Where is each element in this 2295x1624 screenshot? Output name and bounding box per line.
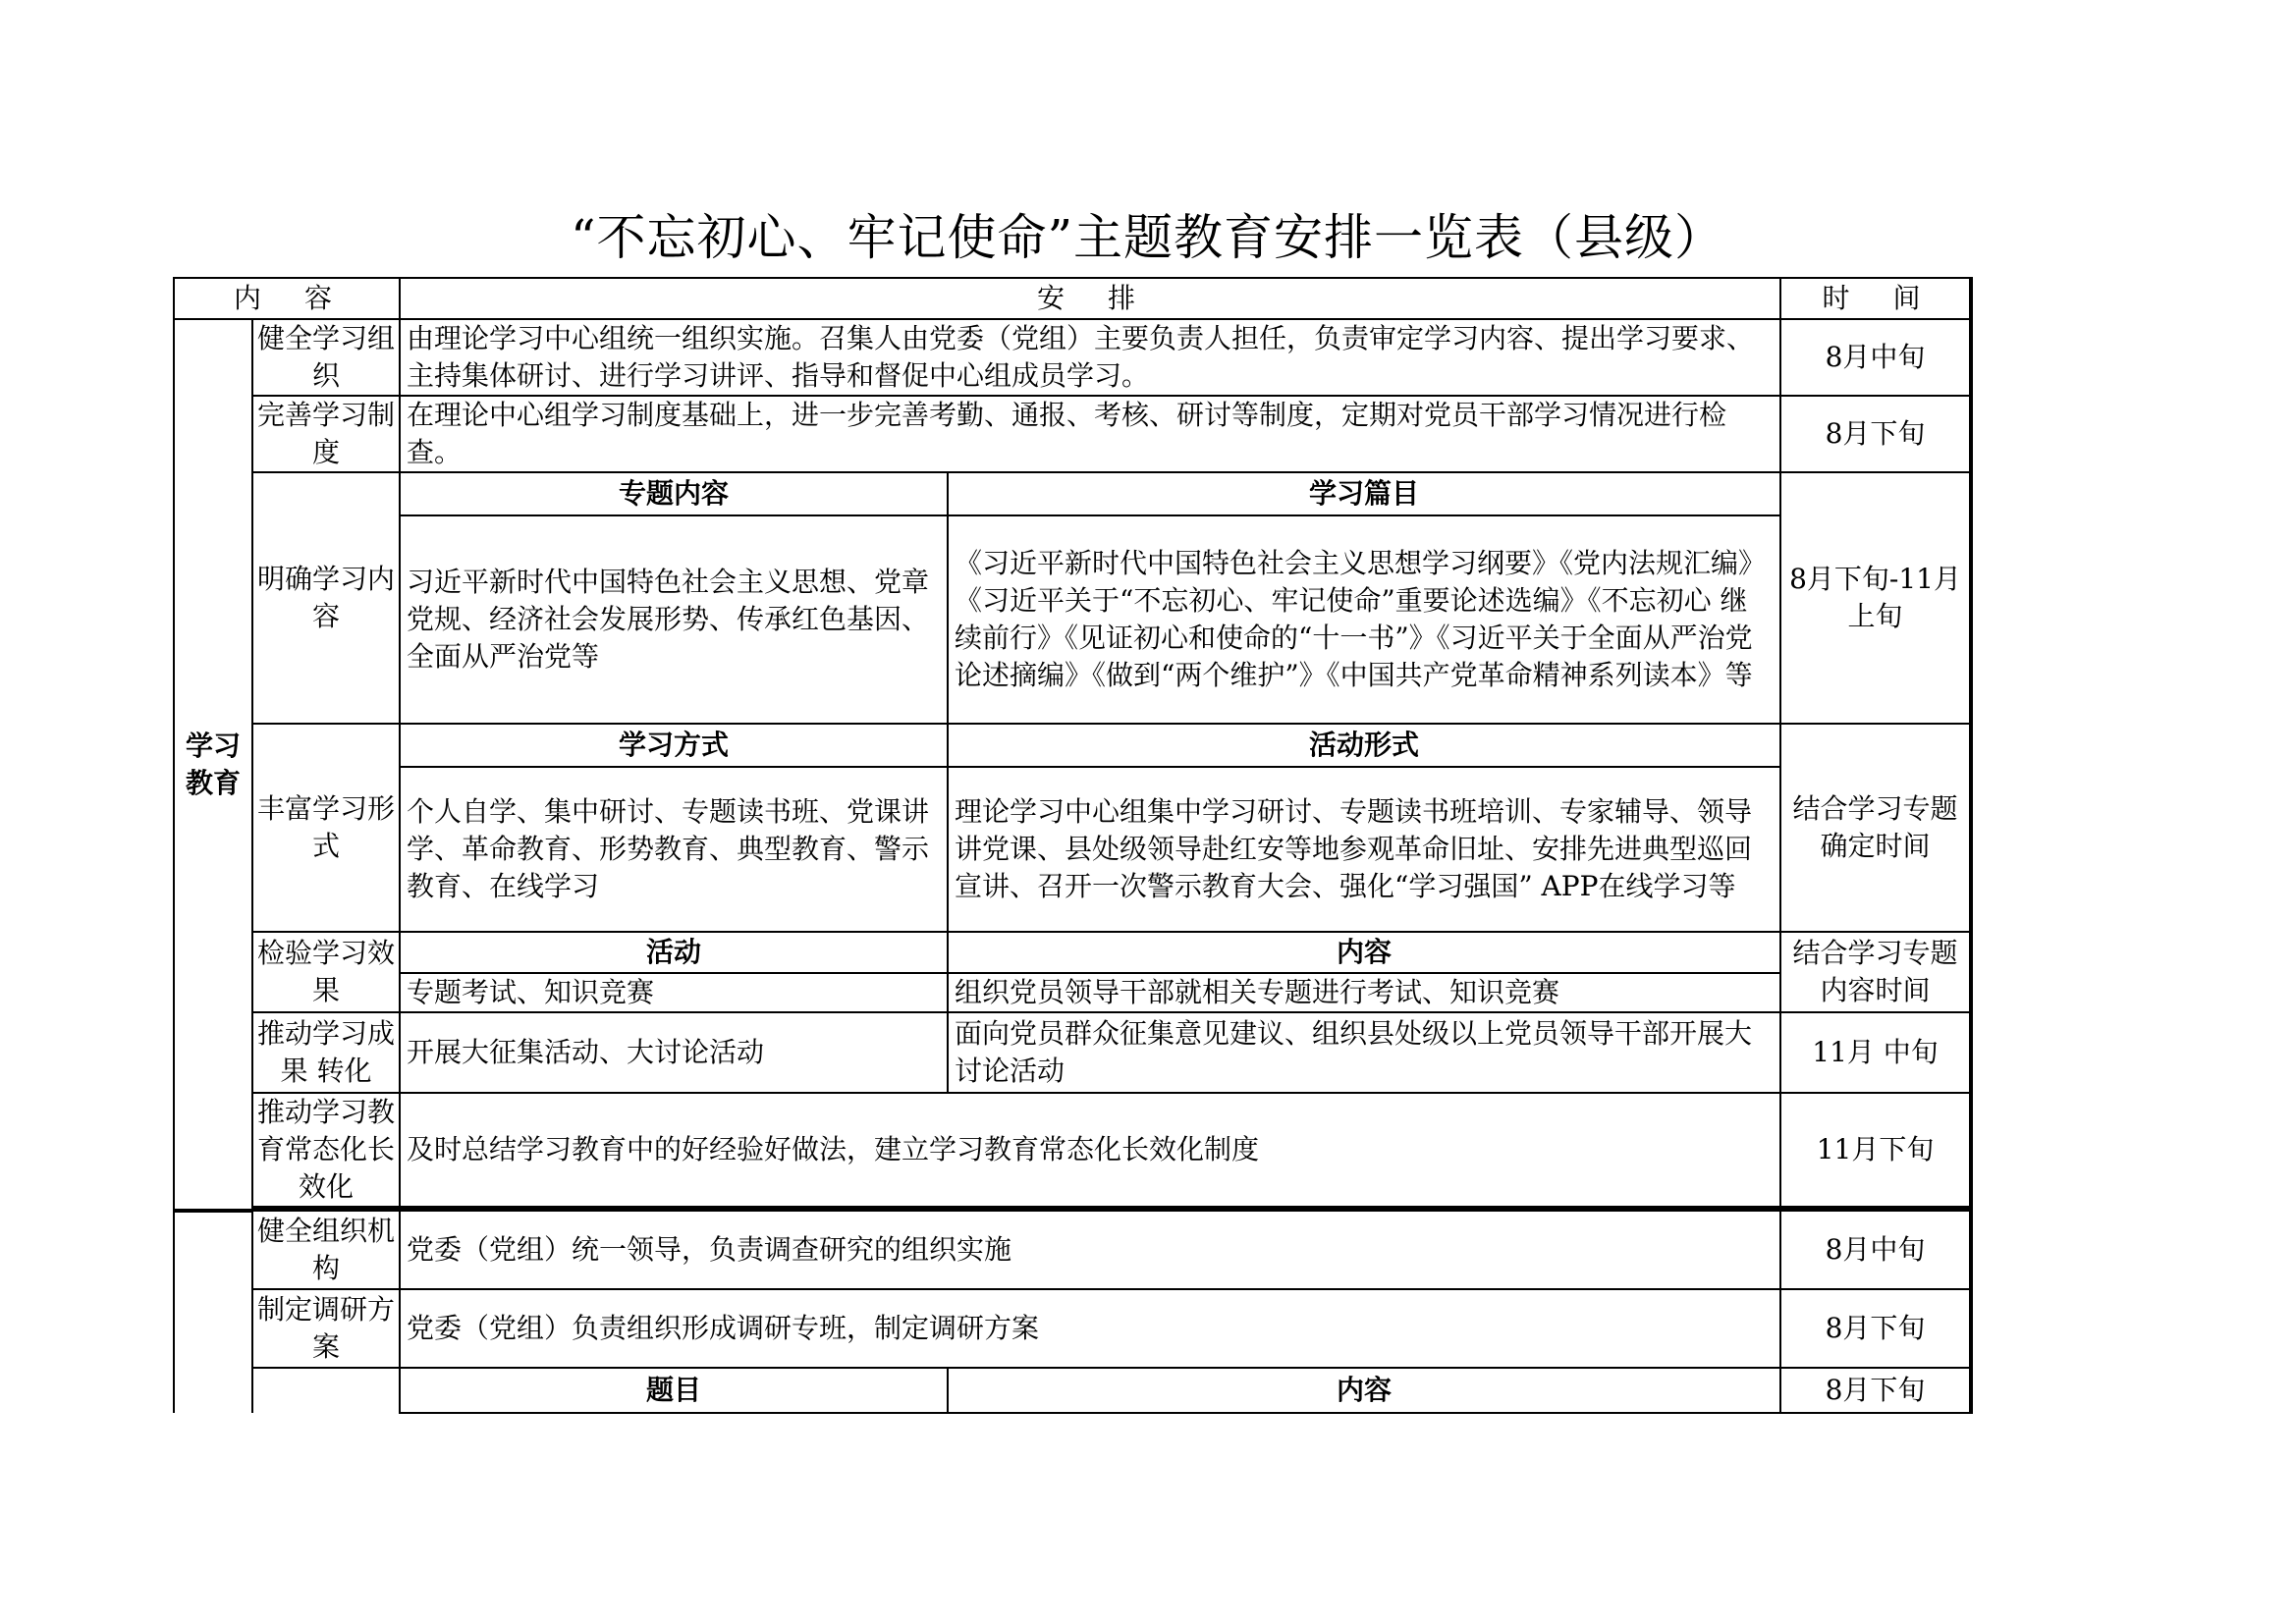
topic-content: 习近平新时代中国特色社会主义思想、党章党规、经济社会发展形势、传承红色基因、全面从严治党等: [400, 515, 948, 724]
arrangement-text: 及时总结学习教育中的好经验好做法，建立学习教育常态化长效化制度: [400, 1093, 1780, 1208]
item-label: 制定调研方案: [252, 1289, 400, 1368]
category-research: [174, 1211, 252, 1413]
study-titles: 《习近平新时代中国特色社会主义思想学习纲要》《党内法规汇编》《习近平关于“不忘初心、牢记使命”重要论述选编》《不忘初心 继续前行》《见证初心和使命的“十一书”》《习近平关于全面从严治党论述摘编》《做到“两个维护”》《中国共产党革命精神系列读本》等: [948, 515, 1780, 724]
item-label: 丰富学习形式: [252, 724, 400, 932]
header-arrangement: 安 排: [400, 278, 1780, 319]
time-cell: 8月中旬: [1780, 1211, 1971, 1289]
table-row: [174, 515, 1971, 724]
table-row: [174, 973, 1971, 1012]
sub-header: 活动: [400, 932, 948, 973]
header-time: 时 间: [1780, 278, 1971, 319]
table-row: [174, 1211, 1971, 1289]
table-row: [174, 724, 1971, 767]
item-label: 明确学习内容: [252, 472, 400, 724]
table-row: [174, 1368, 1971, 1413]
time-cell: 8月下旬: [1780, 396, 1971, 472]
activity-text: 专题考试、知识竞赛: [400, 973, 948, 1012]
time-cell: 8月中旬: [1780, 319, 1971, 396]
table-row: [174, 472, 1971, 515]
table-row: [174, 1093, 1971, 1208]
category-study: 学习 教育: [174, 319, 252, 1211]
time-cell: 11月下旬: [1780, 1093, 1971, 1208]
sub-header: 内容: [948, 1368, 1780, 1413]
table-row: [174, 319, 1971, 396]
time-cell: 8月下旬-11月上旬: [1780, 472, 1971, 724]
schedule-table: [173, 277, 1973, 1414]
arrangement-text: 在理论中心组学习制度基础上，进一步完善考勤、通报、考核、研讨等制度，定期对党员干部学习情况进行检查。: [400, 396, 1780, 472]
item-label: 推动学习教育常态化长效化: [252, 1093, 400, 1208]
table-header-row: [174, 278, 1971, 319]
table-row: [174, 932, 1971, 973]
table-row: [174, 1289, 1971, 1368]
item-label: 检验学习效果: [252, 932, 400, 1012]
item-label: [252, 1368, 400, 1413]
item-label: 推动学习成果 转化: [252, 1012, 400, 1093]
page-title: “不忘初心、牢记使命”主题教育安排一览表（县级）: [570, 209, 1725, 266]
content-text: 组织党员领导干部就相关专题进行考试、知识竞赛: [948, 973, 1780, 1012]
header-content: 内 容: [174, 278, 400, 319]
table-row: [174, 767, 1971, 932]
sub-header: 专题内容: [400, 472, 948, 515]
table-row: [174, 1012, 1971, 1093]
arrangement-text: 党委（党组）负责组织形成调研专班，制定调研方案: [400, 1289, 1780, 1368]
time-cell: 结合学习专题内容时间: [1780, 932, 1971, 1012]
arrangement-text: 党委（党组）统一领导，负责调查研究的组织实施: [400, 1211, 1780, 1289]
time-cell: 结合学习专题确定时间: [1780, 724, 1971, 932]
sub-header: 活动形式: [948, 724, 1780, 767]
content-text: 面向党员群众征集意见建议、组织县处级以上党员领导干部开展大讨论活动: [948, 1012, 1780, 1093]
item-label: 完善学习制度: [252, 396, 400, 472]
item-label: 健全组织机构: [252, 1211, 400, 1289]
arrangement-text: 由理论学习中心组统一组织实施。召集人由党委（党组）主要负责人担任，负责审定学习内容、提出学习要求、主持集体研讨、进行学习讲评、指导和督促中心组成员学习。: [400, 319, 1780, 396]
activity-text: 开展大征集活动、大讨论活动: [400, 1012, 948, 1093]
activity-forms: 理论学习中心组集中学习研讨、专题读书班培训、专家辅导、领导讲党课、县处级领导赴红安等地参观革命旧址、安排先进典型巡回宣讲、召开一次警示教育大会、强化“学习强国” APP在线学习等: [948, 767, 1780, 932]
time-cell: 11月 中旬: [1780, 1012, 1971, 1093]
item-label: 健全学习组织: [252, 319, 400, 396]
sub-header: 学习篇目: [948, 472, 1780, 515]
time-cell: 8月下旬: [1780, 1368, 1971, 1413]
study-methods: 个人自学、集中研讨、专题读书班、党课讲学、革命教育、形势教育、典型教育、警示教育、在线学习: [400, 767, 948, 932]
sub-header: 学习方式: [400, 724, 948, 767]
sub-header: 内容: [948, 932, 1780, 973]
time-cell: 8月下旬: [1780, 1289, 1971, 1368]
table-row: [174, 396, 1971, 472]
sub-header: 题目: [400, 1368, 948, 1413]
